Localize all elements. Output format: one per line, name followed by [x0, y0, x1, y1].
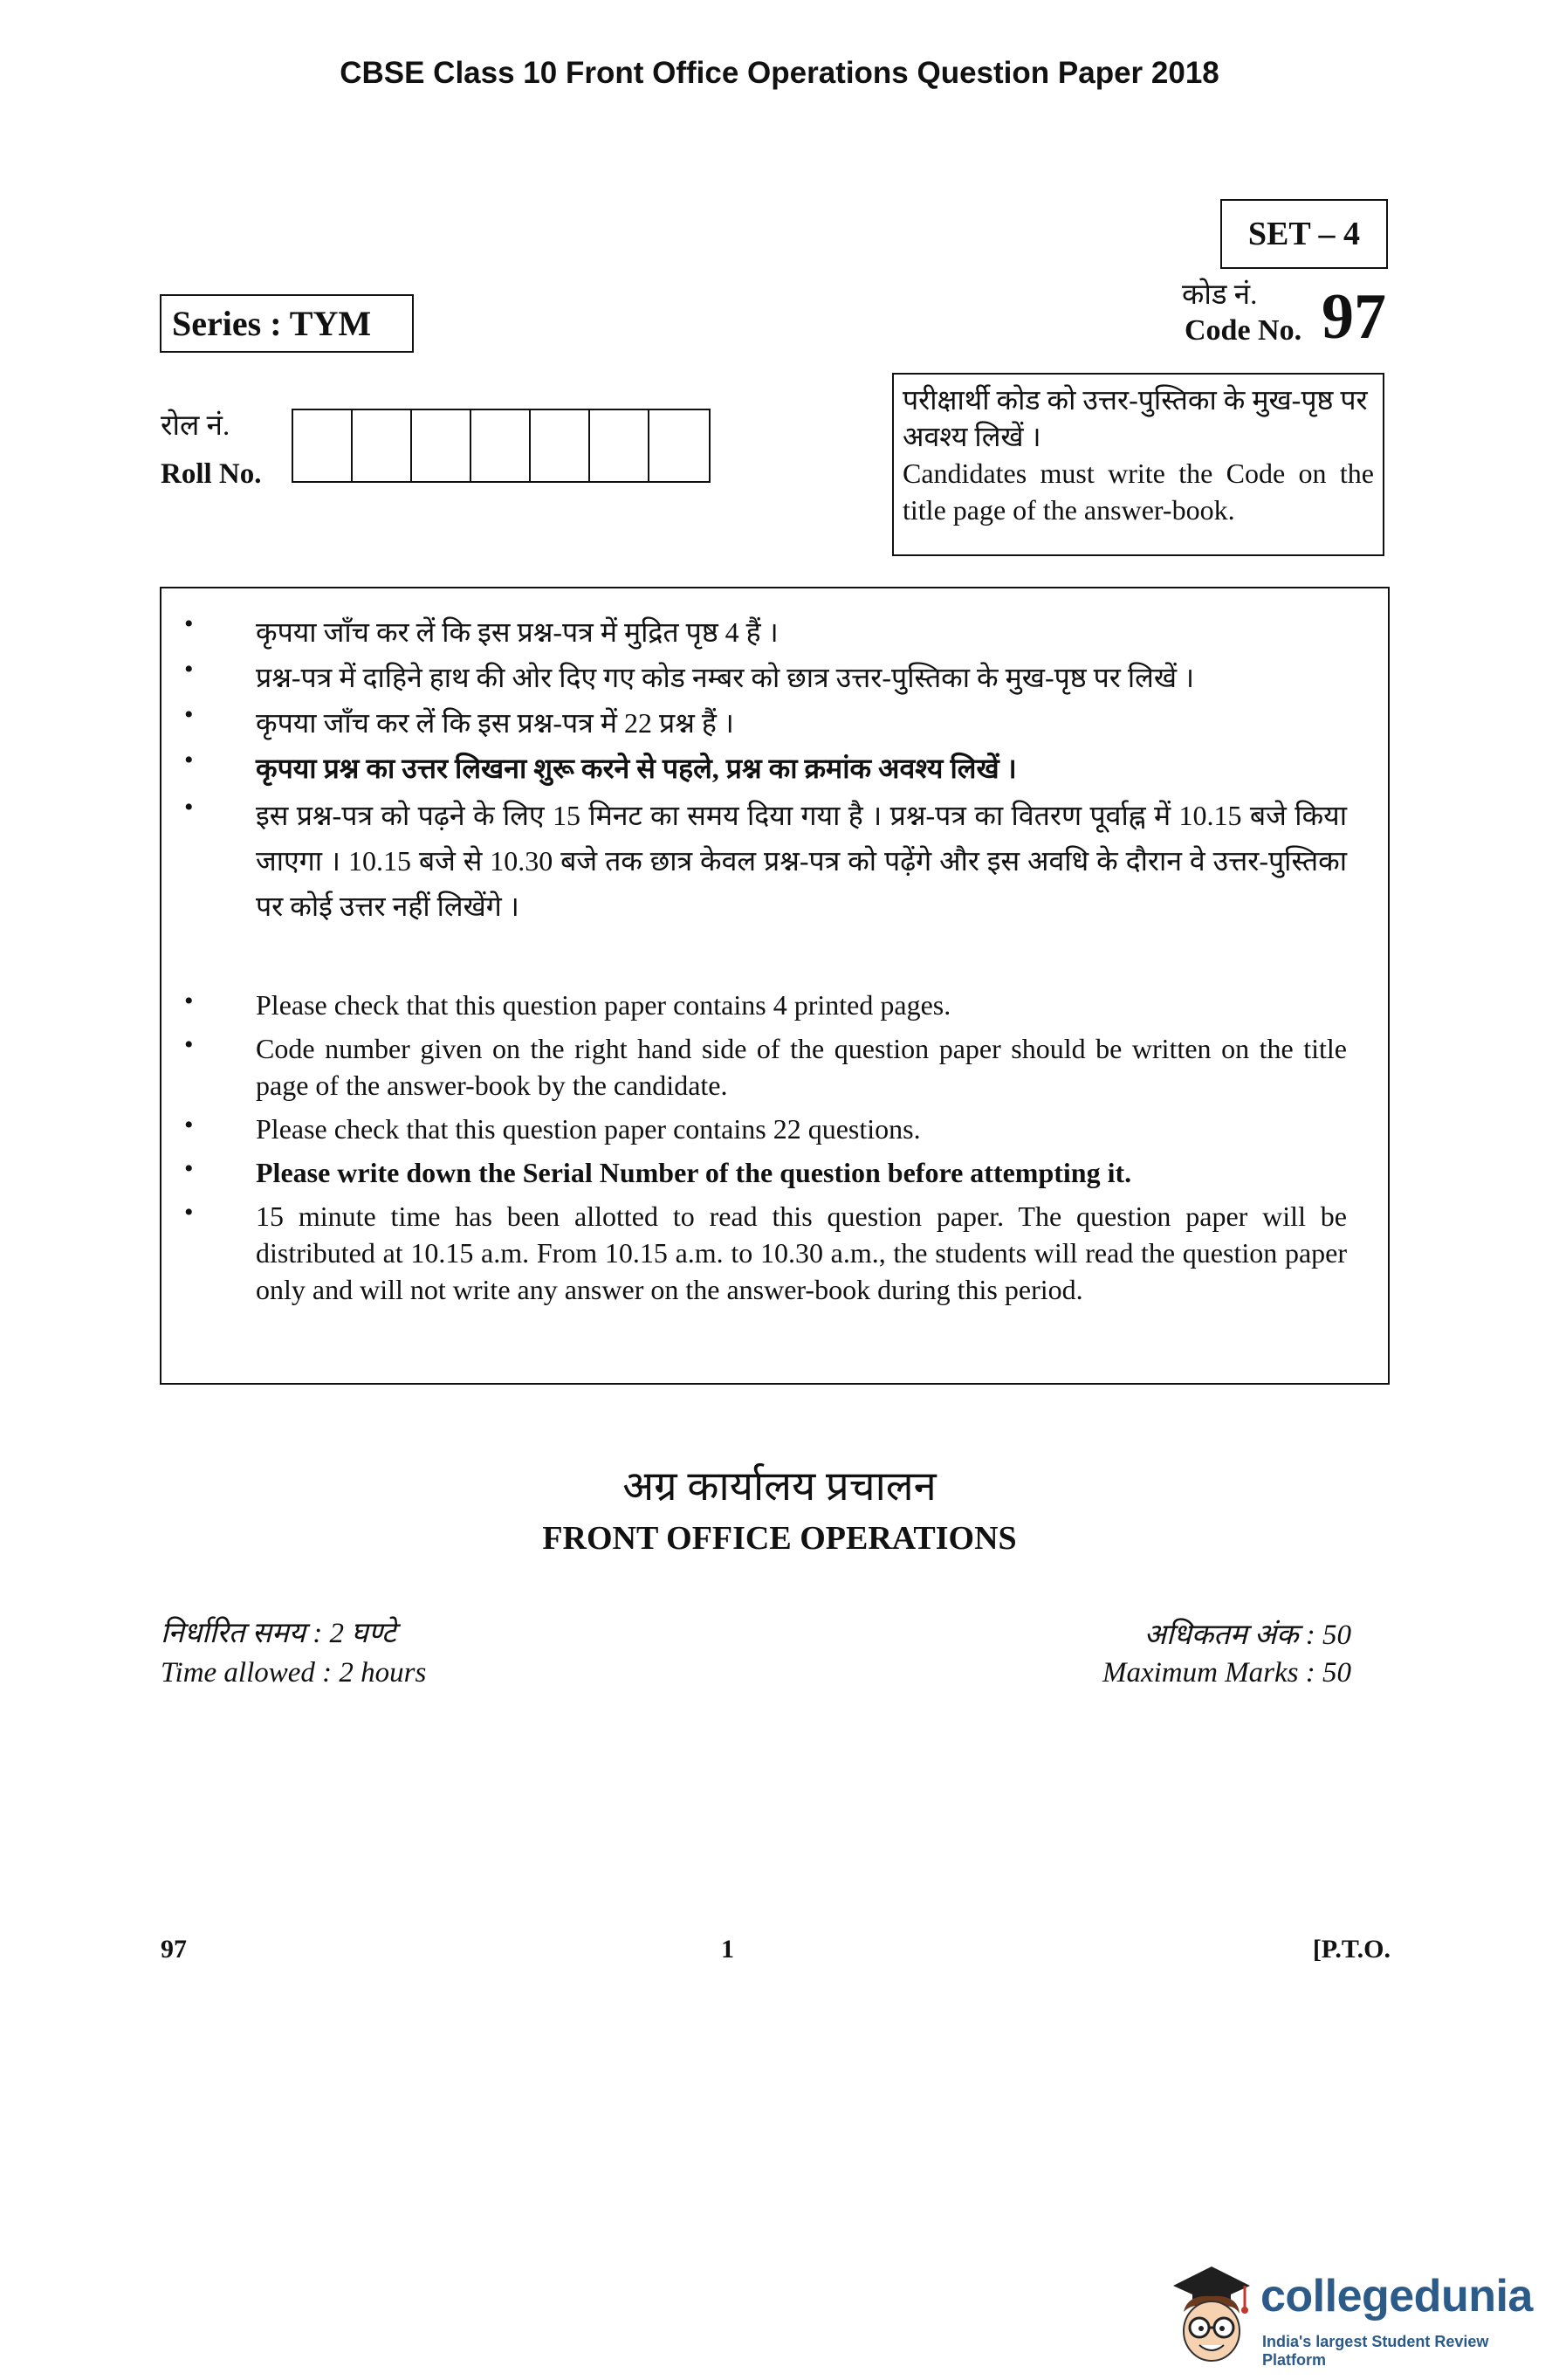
roll-number-cell[interactable] [353, 410, 412, 481]
footer-code: 97 [161, 1935, 187, 1964]
instruction-text-hindi: कृपया प्रश्न का उत्तर लिखना शुरू करने से पहले, प्रश्न का क्रमांक अवश्य लिखें । [256, 753, 1017, 784]
bullet: • [184, 655, 194, 684]
page-number: 1 [721, 1935, 734, 1964]
time-allowed-english: Time allowed : 2 hours [161, 1657, 427, 1689]
student-mascot-icon [1157, 2260, 1262, 2371]
logo-wordmark-image: collegedunia [1260, 2271, 1533, 2322]
pto-label: [P.T.O. [1312, 1935, 1391, 1964]
maximum-marks-hindi: अधिकतम अंक : 50 [1143, 1620, 1351, 1651]
bullet: • [184, 700, 194, 729]
collegedunia-logo [1157, 2260, 1542, 2371]
roll-label-english: Roll No. [161, 458, 262, 490]
roll-label-hindi: रोल नं. [161, 410, 230, 442]
set-label: SET – 4 [1220, 199, 1388, 269]
instruction-text-english: Please write down the Serial Number of the question before attempting it. [256, 1157, 1132, 1188]
instructions-box [160, 587, 1390, 1385]
series-label: Series : TYM [160, 294, 414, 353]
instruction-text-english: Code number given on the right hand side of the question paper should be written on the title page of the answer-book by the candidate. [256, 1033, 1347, 1101]
roll-number-boxes [292, 409, 711, 483]
bullet: • [184, 746, 194, 774]
logo-tagline-image: India's largest Student Review Platform [1262, 2333, 1489, 2369]
code-number: 97 [1322, 281, 1386, 353]
bullet: • [184, 1154, 194, 1183]
instruction-text-hindi: प्रश्न-पत्र में दाहिने हाथ की ओर दिए गए कोड नम्बर को छात्र उत्तर-पुस्तिका के मुख-पृष्ठ पर लिखें । [256, 662, 1195, 693]
time-allowed-hindi: निर्धारित समय : 2 घण्टे [161, 1618, 396, 1649]
bullet: • [184, 1111, 194, 1139]
bullet: • [184, 793, 194, 822]
roll-number-cell[interactable] [412, 410, 471, 481]
note-english: Candidates must write the Code on the title page of the answer-book. [903, 457, 1374, 526]
code-label-english: Code No. [1185, 314, 1302, 347]
roll-number-cell[interactable] [649, 410, 709, 481]
bullet: • [184, 1030, 194, 1059]
candidate-code-note [892, 373, 1384, 556]
roll-number-cell[interactable] [293, 410, 353, 481]
roll-number-cell[interactable] [471, 410, 531, 481]
bullet: • [184, 987, 194, 1015]
instruction-text-hindi: कृपया जाँच कर लें कि इस प्रश्न-पत्र में 22 प्रश्न हैं । [256, 707, 734, 739]
subject-title-english: FRONT OFFICE OPERATIONS [542, 1520, 1017, 1557]
note-hindi: परीक्षार्थी कोड को उत्तर-पुस्तिका के मुख-पृष्ठ पर अवश्य लिखें । [903, 384, 1368, 452]
instruction-text-hindi: इस प्रश्न-पत्र को पढ़ने के लिए 15 मिनट का समय दिया गया है । प्रश्न-पत्र का वितरण पूर्वाह्न में 10.15 बजे किया जाएगा । 10.15 बजे से 10.30 बजे तक छात्र केवल प्रश्न-पत्र को पढ़ेंगे और इस अवधि के दौरान वे उत्तर-पुस्तिका पर कोई उत्तर नहीं लिखेंगे । [256, 800, 1347, 922]
bullet: • [184, 1198, 194, 1227]
instruction-text-english: 15 minute time has been allotted to read this question paper. The question paper will be distributed at 10.15 a.m. From 10.15 a.m. to 10.30 a.m., the students will read the question paper only and will not write any answer on the answer-book during this period. [256, 1200, 1347, 1305]
instruction-text-hindi: कृपया जाँच कर लें कि इस प्रश्न-पत्र में मुद्रित पृष्ठ 4 हैं । [256, 616, 779, 648]
instruction-text-english: Please check that this question paper contains 22 questions. [256, 1113, 921, 1145]
maximum-marks-english: Maximum Marks : 50 [1102, 1657, 1351, 1689]
bullet: • [184, 609, 194, 638]
code-label-hindi: कोड नं. [1182, 279, 1258, 311]
page-header-title: CBSE Class 10 Front Office Operations Question Paper 2018 [340, 56, 1219, 90]
subject-title-hindi: अग्र कार्यालय प्रचालन [622, 1464, 937, 1510]
roll-number-cell[interactable] [590, 410, 649, 481]
roll-number-cell[interactable] [531, 410, 590, 481]
instruction-text-english: Please check that this question paper contains 4 printed pages. [256, 989, 951, 1021]
